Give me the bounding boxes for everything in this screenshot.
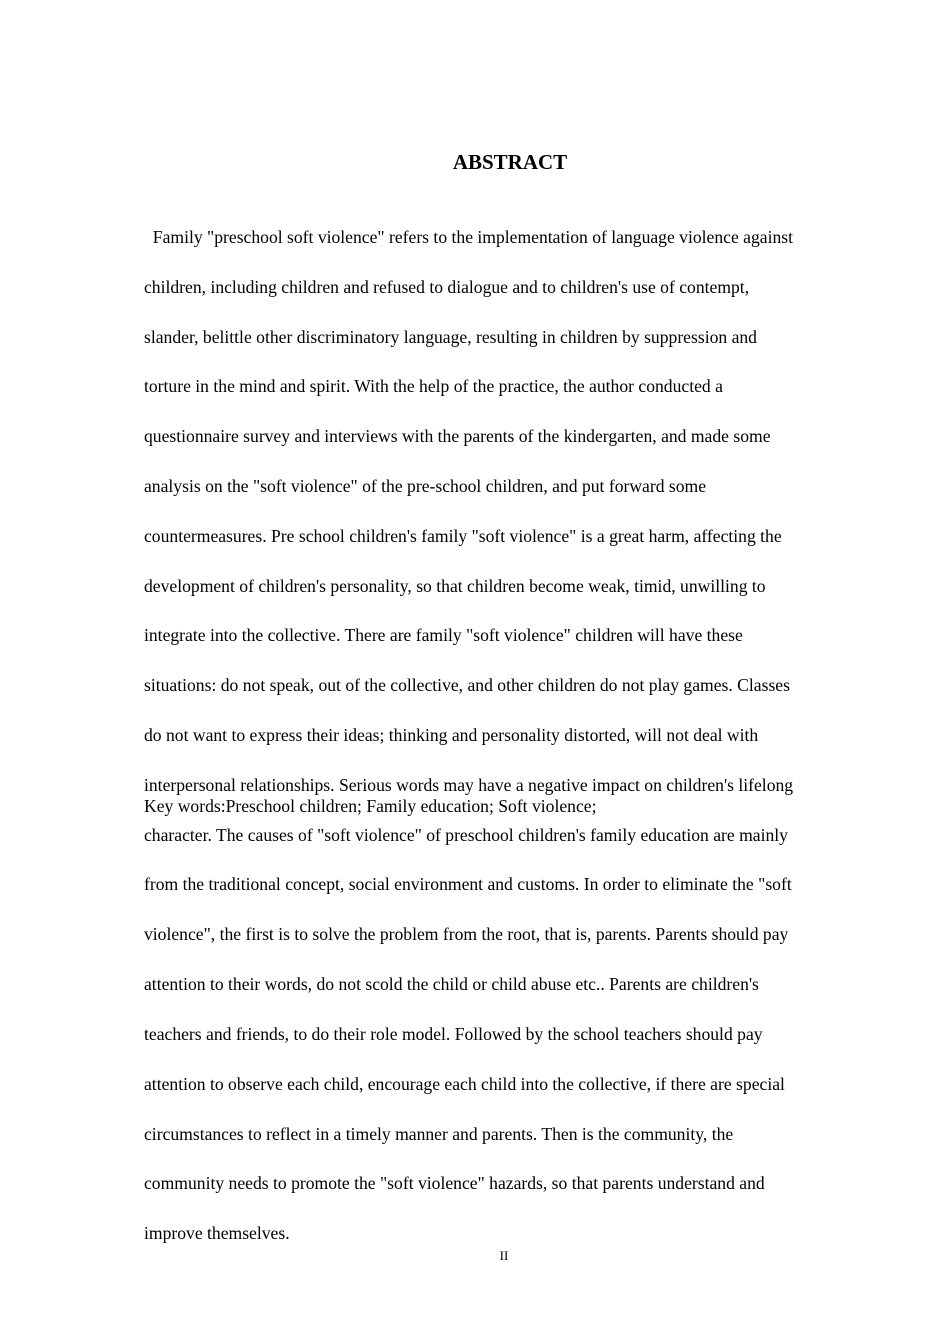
body-line: circumstances to reflect in a timely manner and parents. Then is the community, the: [144, 1123, 734, 1144]
body-line: teachers and friends, to do their role model. Followed by the school teachers should pay: [144, 1023, 763, 1044]
body-line: improve themselves.: [144, 1223, 290, 1244]
body-line: violence", the first is to solve the problem from the root, that is, parents. Parents should pay: [144, 924, 789, 945]
page-number: II: [499, 1248, 509, 1263]
body-line: interpersonal relationships. Serious words may have a negative impact on children's lifelong: [144, 774, 794, 795]
body-line: Family "preschool soft violence" refers to the implementation of language violence against: [144, 226, 794, 247]
body-line: do not want to express their ideas; thinking and personality distorted, will not deal with: [144, 725, 759, 746]
abstract-body: [144, 200, 856, 1271]
body-line: situations: do not speak, out of the collective, and other children do not play games. Classes: [144, 675, 790, 696]
body-line: attention to their words, do not scold the child or child abuse etc.. Parents are children's: [144, 974, 759, 995]
body-line: community needs to promote the "soft violence" hazards, so that parents understand and: [144, 1173, 765, 1194]
body-line: from the traditional concept, social environment and customs. In order to eliminate the "soft: [144, 874, 792, 895]
body-line: slander, belittle other discriminatory language, resulting in children by suppression and: [144, 326, 757, 347]
body-line: attention to observe each child, encourage each child into the collective, if there are special: [144, 1073, 785, 1094]
body-line: integrate into the collective. There are family "soft violence" children will have these: [144, 625, 743, 646]
body-line: children, including children and refused to dialogue and to children's use of contempt,: [144, 276, 750, 297]
body-line: countermeasures. Pre school children's family "soft violence" is a great harm, affecting the: [144, 525, 782, 546]
body-line: torture in the mind and spirit. With the help of the practice, the author conducted a: [144, 376, 723, 397]
body-line: questionnaire survey and interviews with the parents of the kindergarten, and made some: [144, 426, 771, 447]
keywords-line: Key words:Preschool children; Family education; Soft violence;: [144, 796, 597, 816]
body-line: character. The causes of "soft violence" of preschool children's family education are mainly: [144, 824, 788, 845]
body-line: analysis on the "soft violence" of the pre-school children, and put forward some: [144, 475, 707, 496]
abstract-title: ABSTRACT: [452, 150, 568, 174]
body-line: development of children's personality, so that children become weak, timid, unwilling to: [144, 575, 766, 596]
